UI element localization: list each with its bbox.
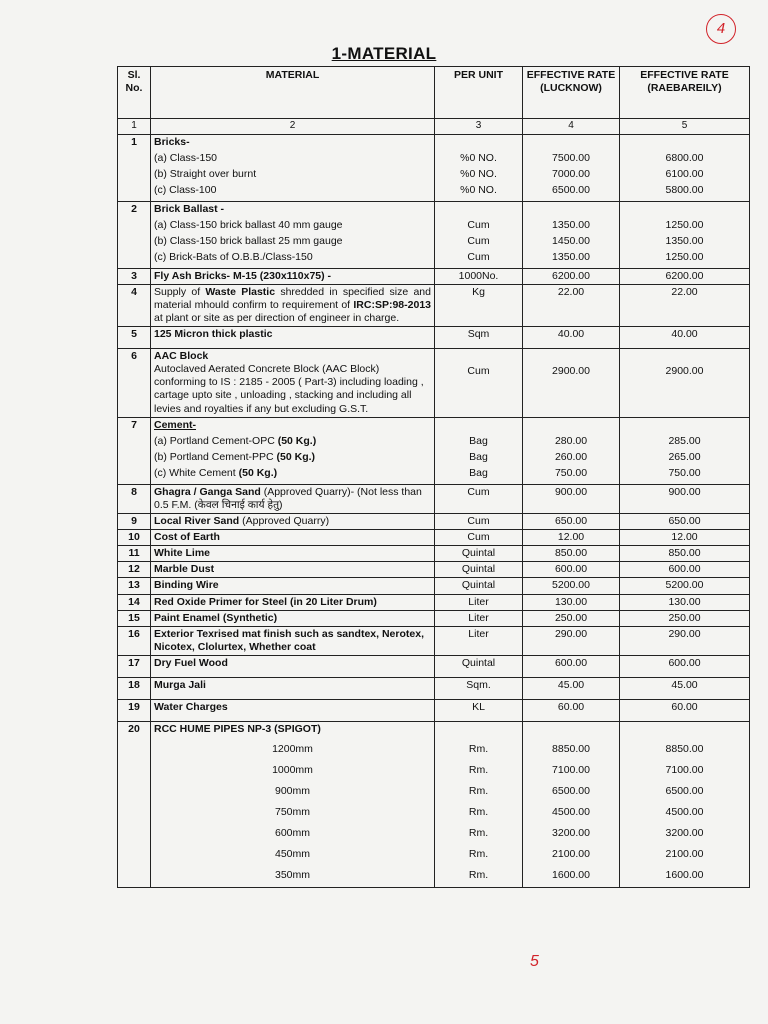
unit-value: Kg [435, 284, 523, 326]
rate-value: 2100.00 [665, 848, 704, 860]
material-item [154, 435, 431, 451]
unit-value: KL [435, 700, 523, 722]
rate-raebareily: 5200.00 [620, 578, 750, 594]
serial-number: 12 [118, 562, 151, 578]
table-row [118, 678, 750, 700]
rate-value: 7000.00 [552, 167, 590, 180]
rate-raebareily: 45.00 [620, 678, 750, 700]
serial-number: 1 [118, 134, 151, 201]
material-name: Marble Dust [151, 562, 435, 578]
rate-raebareily: 60.00 [620, 700, 750, 722]
unit-value: Quintal [435, 578, 523, 594]
material-item: (b) Straight over burnt [154, 167, 257, 180]
rate-value: 260.00 [554, 450, 588, 463]
rate-raebareily: 250.00 [620, 610, 750, 626]
rate-lucknow: 2900.00 [523, 349, 620, 418]
unit-value: Cum [435, 484, 523, 513]
material-name: Binding Wire [151, 578, 435, 594]
serial-number: 7 [118, 417, 151, 484]
rate-lucknow-cell [523, 201, 620, 268]
rate-raebareily: 650.00 [620, 513, 750, 529]
unit-value: Rm. [468, 764, 489, 776]
material-cell [151, 134, 435, 201]
rate-value: 8850.00 [665, 743, 704, 755]
unit-value: Cum [435, 349, 523, 418]
unit-value: Rm. [468, 848, 489, 860]
unit-value: Rm. [468, 743, 489, 755]
rate-raebareily-cell [620, 722, 750, 888]
pipe-size: 600mm [274, 827, 310, 839]
table-row [118, 530, 750, 546]
serial-number: 16 [118, 626, 151, 655]
material-name: Fly Ash Bricks- M-15 (230x110x75) - [151, 268, 435, 284]
material-item: (b) Class-150 brick ballast 25 mm gauge [154, 234, 343, 247]
material-item [154, 451, 431, 467]
rate-lucknow: 130.00 [523, 594, 620, 610]
rate-value: 7100.00 [552, 764, 590, 776]
material-item: (a) Class-150 brick ballast 40 mm gauge [154, 218, 343, 231]
unit-cell [435, 722, 523, 888]
rate-value: 7100.00 [665, 764, 704, 776]
serial-number: 4 [118, 284, 151, 326]
rate-value: 1350.00 [552, 250, 590, 263]
unit-value: Cum [467, 234, 490, 247]
unit-value: 1000No. [435, 268, 523, 284]
material-heading: Brick Ballast - [154, 202, 225, 215]
rate-value: 3200.00 [552, 827, 590, 839]
rate-lucknow: 850.00 [523, 546, 620, 562]
rate-value: 1350.00 [552, 218, 590, 231]
pipe-size: 450mm [274, 848, 310, 860]
table-row [118, 268, 750, 284]
rate-value: 6500.00 [552, 785, 590, 797]
rate-raebareily: 2900.00 [620, 349, 750, 418]
item-name: (a) Portland Cement-OPC [154, 434, 278, 447]
rate-raebareily: 22.00 [620, 284, 750, 326]
unit-value: %0 NO. [460, 183, 497, 196]
rate-raebareily-cell [620, 201, 750, 268]
rate-lucknow: 12.00 [523, 530, 620, 546]
material-heading: Bricks- [154, 135, 190, 148]
column-index: 5 [620, 119, 750, 135]
unit-cell [435, 417, 523, 484]
rate-value: 750.00 [668, 466, 701, 479]
rate-raebareily: 12.00 [620, 530, 750, 546]
material-rates-table [117, 66, 750, 888]
rate-value: 7500.00 [552, 151, 590, 164]
material-name-bold: Ghagra / Ganga Sand [154, 485, 261, 498]
rate-value: 8850.00 [552, 743, 590, 755]
rate-value: 6800.00 [665, 151, 704, 164]
table-row [118, 349, 750, 418]
rate-lucknow: 45.00 [523, 678, 620, 700]
rate-value: 1350.00 [665, 234, 704, 247]
material-name: Red Oxide Primer for Steel (in 20 Liter Drum) [151, 594, 435, 610]
unit-value: Quintal [435, 562, 523, 578]
item-name: (b) Portland Cement-PPC [154, 450, 277, 463]
pipe-size: 900mm [274, 785, 310, 797]
table-row [118, 417, 750, 484]
table-row [118, 656, 750, 678]
material-name: Murga Jali [151, 678, 435, 700]
material-detail: (Approved Quarry) [239, 514, 330, 527]
item-name: (c) White Cement [154, 466, 239, 479]
rate-lucknow: 5200.00 [523, 578, 620, 594]
page-number-mark: 4 [706, 14, 736, 44]
serial-number: 13 [118, 578, 151, 594]
pipe-size: 350mm [274, 869, 310, 881]
rate-lucknow: 60.00 [523, 700, 620, 722]
unit-value: Bag [469, 466, 488, 479]
unit-value: Bag [469, 434, 488, 447]
material-name: White Lime [151, 546, 435, 562]
rate-raebareily-cell [620, 417, 750, 484]
unit-value: Quintal [435, 546, 523, 562]
rate-raebareily: 40.00 [620, 327, 750, 349]
unit-value: Cum [467, 250, 490, 263]
header-rate-lucknow: EFFECTIVE RATE (LUCKNOW) [523, 67, 620, 119]
material-item [154, 467, 431, 483]
serial-number: 2 [118, 201, 151, 268]
rate-value: 6100.00 [665, 167, 704, 180]
rate-lucknow: 600.00 [523, 656, 620, 678]
header-per-unit: PER UNIT [435, 67, 523, 119]
rate-lucknow: 22.00 [523, 284, 620, 326]
rate-value: 4500.00 [552, 806, 590, 818]
unit-value: Rm. [468, 869, 489, 881]
table-row [118, 284, 750, 326]
material-description [151, 284, 435, 326]
rate-value: 750.00 [554, 466, 588, 479]
serial-number: 17 [118, 656, 151, 678]
table-row [118, 722, 750, 888]
pipe-size: 1200mm [272, 743, 313, 755]
column-index: 1 [118, 119, 151, 135]
pipe-size: 1000mm [272, 764, 313, 776]
unit-value: Cum [435, 513, 523, 529]
table-row [118, 327, 750, 349]
unit-value: Cum [435, 530, 523, 546]
rate-value: 3200.00 [665, 827, 704, 839]
rate-value: 4500.00 [665, 806, 704, 818]
unit-value: Quintal [435, 656, 523, 678]
rate-lucknow: 40.00 [523, 327, 620, 349]
rate-value: 1600.00 [552, 869, 590, 881]
material-name-bold: Local River Sand [154, 514, 240, 527]
table-row [118, 201, 750, 268]
unit-value: Sqm. [435, 678, 523, 700]
column-index-row [118, 119, 750, 135]
rate-lucknow: 650.00 [523, 513, 620, 529]
header-material: MATERIAL [151, 67, 435, 119]
rate-value: 285.00 [668, 434, 701, 447]
rate-raebareily: 900.00 [620, 484, 750, 513]
rate-lucknow: 900.00 [523, 484, 620, 513]
table-row [118, 513, 750, 529]
serial-number: 5 [118, 327, 151, 349]
table-header-row [118, 67, 750, 119]
rate-value: 1250.00 [665, 218, 704, 231]
material-description: Autoclaved Aerated Concrete Block (AAC Block) conforming to IS : 2185 - 2005 ( Part-3) including loading , cartage upto site , unloading , stacking and including all levies and royalties if any but excluding G.S.T. [154, 363, 424, 415]
rate-value: 1600.00 [665, 869, 704, 881]
unit-value: Liter [435, 594, 523, 610]
table-row [118, 700, 750, 722]
column-index: 2 [151, 119, 435, 135]
text-part: Supply of [154, 285, 206, 298]
material-item: (a) Class-150 [154, 151, 218, 164]
rate-lucknow-cell [523, 134, 620, 201]
rate-lucknow-cell [523, 722, 620, 888]
serial-number: 15 [118, 610, 151, 626]
unit-value: Liter [435, 610, 523, 626]
rate-value: 6500.00 [552, 183, 590, 196]
header-rate-raebareily: EFFECTIVE RATE (RAEBAREILY) [620, 67, 750, 119]
table-row [118, 594, 750, 610]
column-index: 3 [435, 119, 523, 135]
table-row [118, 546, 750, 562]
text-part-bold: IRC:SP:98-2013 [353, 298, 431, 311]
table-row [118, 578, 750, 594]
unit-cell [435, 201, 523, 268]
rate-value: 6500.00 [665, 785, 704, 797]
serial-number: 20 [118, 722, 151, 888]
serial-number: 9 [118, 513, 151, 529]
rate-value: 1250.00 [665, 250, 704, 263]
rate-value: 2100.00 [552, 848, 590, 860]
table-row [118, 484, 750, 513]
item-weight: (50 Kg.) [277, 434, 317, 447]
rate-raebareily: 850.00 [620, 546, 750, 562]
rate-raebareily: 290.00 [620, 626, 750, 655]
text-part: shredded in specified size and material mhould confirm to requirement of [154, 285, 431, 311]
serial-number: 18 [118, 678, 151, 700]
table-row [118, 626, 750, 655]
unit-value: Rm. [468, 827, 489, 839]
material-cell [151, 417, 435, 484]
rate-lucknow: 290.00 [523, 626, 620, 655]
serial-number: 11 [118, 546, 151, 562]
material-name: Water Charges [151, 700, 435, 722]
unit-value: Cum [467, 218, 490, 231]
unit-value: %0 NO. [460, 167, 497, 180]
material-name: Dry Fuel Wood [151, 656, 435, 678]
serial-number: 6 [118, 349, 151, 418]
material-name: Exterior Texrised mat finish such as sandtex, Nerotex, Nicotex, Clolurtex, Whether coat [151, 626, 435, 655]
table-row [118, 134, 750, 201]
rate-lucknow-cell [523, 417, 620, 484]
text-part-bold: Waste Plastic [205, 285, 276, 298]
material-item: (c) Class-100 [154, 183, 217, 196]
rate-lucknow: 6200.00 [523, 268, 620, 284]
material-cell [151, 722, 435, 888]
material-heading: Cement- [154, 418, 197, 431]
header-sl-no: Sl. No. [118, 67, 151, 119]
material-description [151, 484, 435, 513]
material-cell [151, 349, 435, 418]
material-detail: (Approved Quarry)- (Not less than 0.5 F.M. (केवल चिनाई कार्य हेतु) [154, 485, 422, 511]
unit-value: Sqm [435, 327, 523, 349]
material-name: Cost of Earth [151, 530, 435, 546]
unit-value: Rm. [468, 806, 489, 818]
table-row [118, 562, 750, 578]
item-weight: (50 Kg.) [276, 450, 316, 463]
pipe-size: 750mm [274, 806, 310, 818]
material-name: 125 Micron thick plastic [151, 327, 435, 349]
material-cell [151, 201, 435, 268]
unit-value: Rm. [468, 785, 489, 797]
rate-raebareily: 6200.00 [620, 268, 750, 284]
serial-number: 19 [118, 700, 151, 722]
material-heading: AAC Block [154, 350, 209, 362]
unit-value: %0 NO. [460, 151, 497, 164]
rate-value: 265.00 [668, 450, 701, 463]
rate-raebareily-cell [620, 134, 750, 201]
rate-lucknow: 600.00 [523, 562, 620, 578]
rate-raebareily: 600.00 [620, 656, 750, 678]
material-description [151, 513, 435, 529]
serial-number: 3 [118, 268, 151, 284]
rate-raebareily: 600.00 [620, 562, 750, 578]
material-name: Paint Enamel (Synthetic) [151, 610, 435, 626]
table-row [118, 610, 750, 626]
page-title: 1-MATERIAL [331, 44, 437, 63]
serial-number: 14 [118, 594, 151, 610]
material-item: (c) Brick-Bats of O.B.B./Class-150 [154, 250, 313, 263]
serial-number: 10 [118, 530, 151, 546]
item-weight: (50 Kg.) [238, 466, 278, 479]
unit-cell [435, 134, 523, 201]
rate-value: 5800.00 [665, 183, 704, 196]
rate-value: 1450.00 [552, 234, 590, 247]
footer-page-mark: 5 [530, 953, 539, 970]
column-index: 4 [523, 119, 620, 135]
unit-value: Bag [469, 450, 488, 463]
rate-raebareily: 130.00 [620, 594, 750, 610]
unit-value: Liter [435, 626, 523, 655]
rate-value: 280.00 [554, 434, 588, 447]
rate-lucknow: 250.00 [523, 610, 620, 626]
material-heading: RCC HUME PIPES NP-3 (SPIGOT) [154, 723, 321, 735]
serial-number: 8 [118, 484, 151, 513]
text-part: at plant or site as per direction of engineer in charge. [154, 311, 400, 324]
